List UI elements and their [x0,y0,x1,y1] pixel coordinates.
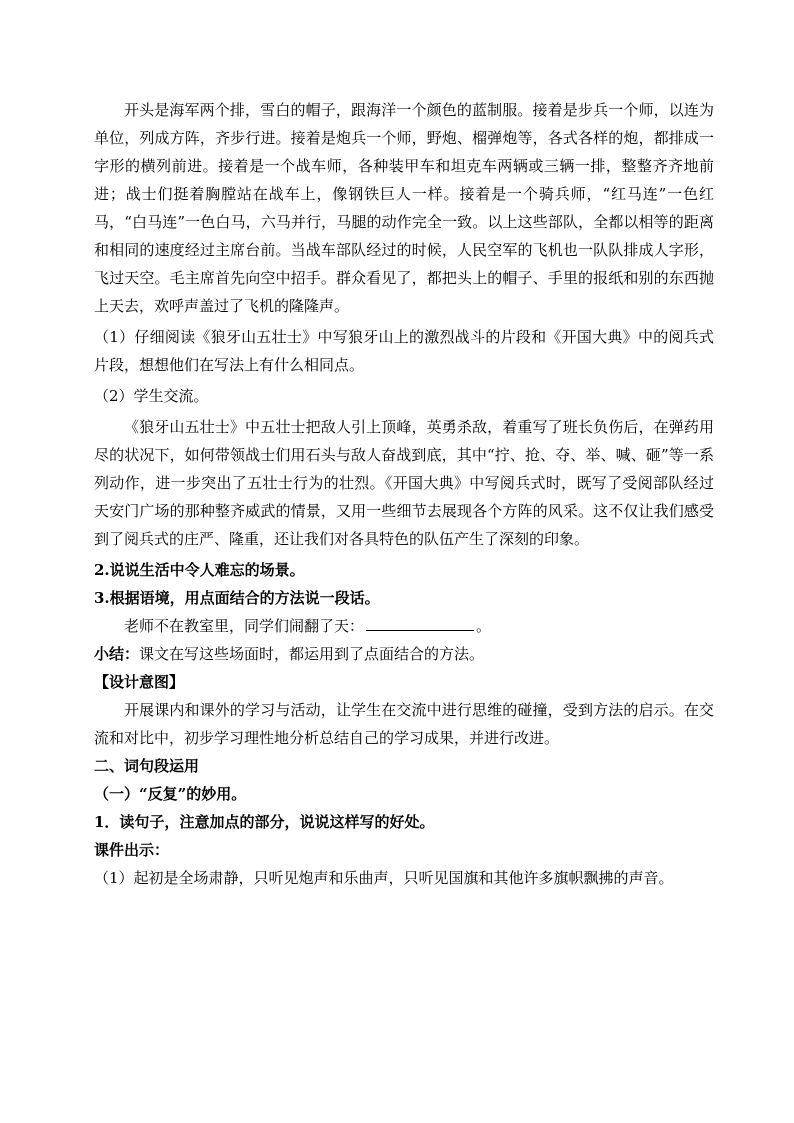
heading-memorable-scene: 2.说说生活中令人难忘的场景。 [94,561,305,579]
item-read-sentences: 1．读句子，注意加点的部分，说说这样写的好处。 [94,813,435,831]
parade-passage: 开头是海军两个排，雪白的帽子，跟海洋一个颜色的蓝制服。接着是步兵一个师，以连为单位，列成方阵，齐步行进。接着是炮兵一个师，野炮、榴弹炮等，各式各样的炮，都排成一字形的横列前进。接着是一个战车师，各种装甲车和坦克车两辆或三辆一排，整整齐齐地前进；战士们挺着胸膛站在战车上，像钢铁巨人一样。接着是一个骑兵师，“红马连”一色红马，“白马连”一色白马，六马并行，马腿的动作完全一致。以上这些部队，全都以相等的距离和相同的速度经过主席台前。当战车部队经过的时候，人民空军的飞机也一队队排成人字形，飞过天空。毛主席首先向空中招手。群众看见了，都把头上的帽子、手里的报纸和别的东西抛上天去，欢呼声盖过了飞机的隆隆声。 [94,101,714,315]
fill-in-suffix: 。 [476,617,492,635]
heading-point-surface: 3.根据语境，用点面结合的方法说一段话。 [94,589,380,607]
comparison-paragraph: 《狼牙山五壮士》中五壮士把敌人引上顶峰，英勇杀敌，着重写了班长负伤后，在弹药用尽的状况下，如何带领战士们用石头与敌人奋战到底，其中“拧、抢、夺、举、喊、砸”等一系列动作，进一步突出了五壮士行为的壮烈。《开国大典》中写阅兵式时，既写了受阅部队经过天安门广场的那种整齐威武的情景，又用一些细节去展现各个方阵的风采。这不仅让我们感受到了阅兵式的庄严、隆重，还让我们对各具特色的队伍产生了深刻的印象。 [94,418,714,548]
summary-text: 课文在写这些场面时，都运用到了点面结合的方法。 [139,645,485,663]
fill-in-sentence [94,612,714,640]
courseware-label: 课件出示： [94,841,170,859]
question-1: （1）仔细阅读《狼牙山五壮士》中写狼牙山上的激烈战斗的片段和《开国大典》中的阅兵式片段，想想他们在写法上有什么相同点。 [94,328,714,374]
summary [94,640,714,668]
summary-label: 小结： [94,645,140,663]
subsection-repetition: （一）“反复”的妙用。 [94,785,247,803]
section-heading-2: 二、词句段运用 [94,757,200,775]
document-content [94,96,714,892]
design-intent-title: 【设计意图】 [94,673,185,691]
sentence-1: （1）起初是全场肃静，只听见炮声和乐曲声，只听见国旗和其他许多旗帜飘拂的声音。 [94,869,674,887]
design-intent-paragraph: 开展课内和课外的学习与活动，让学生在交流中进行思维的碰撞，受到方法的启示。在交流和对比中，初步学习理性地分析总结自己的学习成果，并进行改进。 [94,701,714,747]
fill-in-blank [366,616,474,631]
fill-in-prefix: 老师不在教室里，同学们闹翻了天： [124,617,365,635]
question-2: （2）学生交流。 [94,387,209,405]
